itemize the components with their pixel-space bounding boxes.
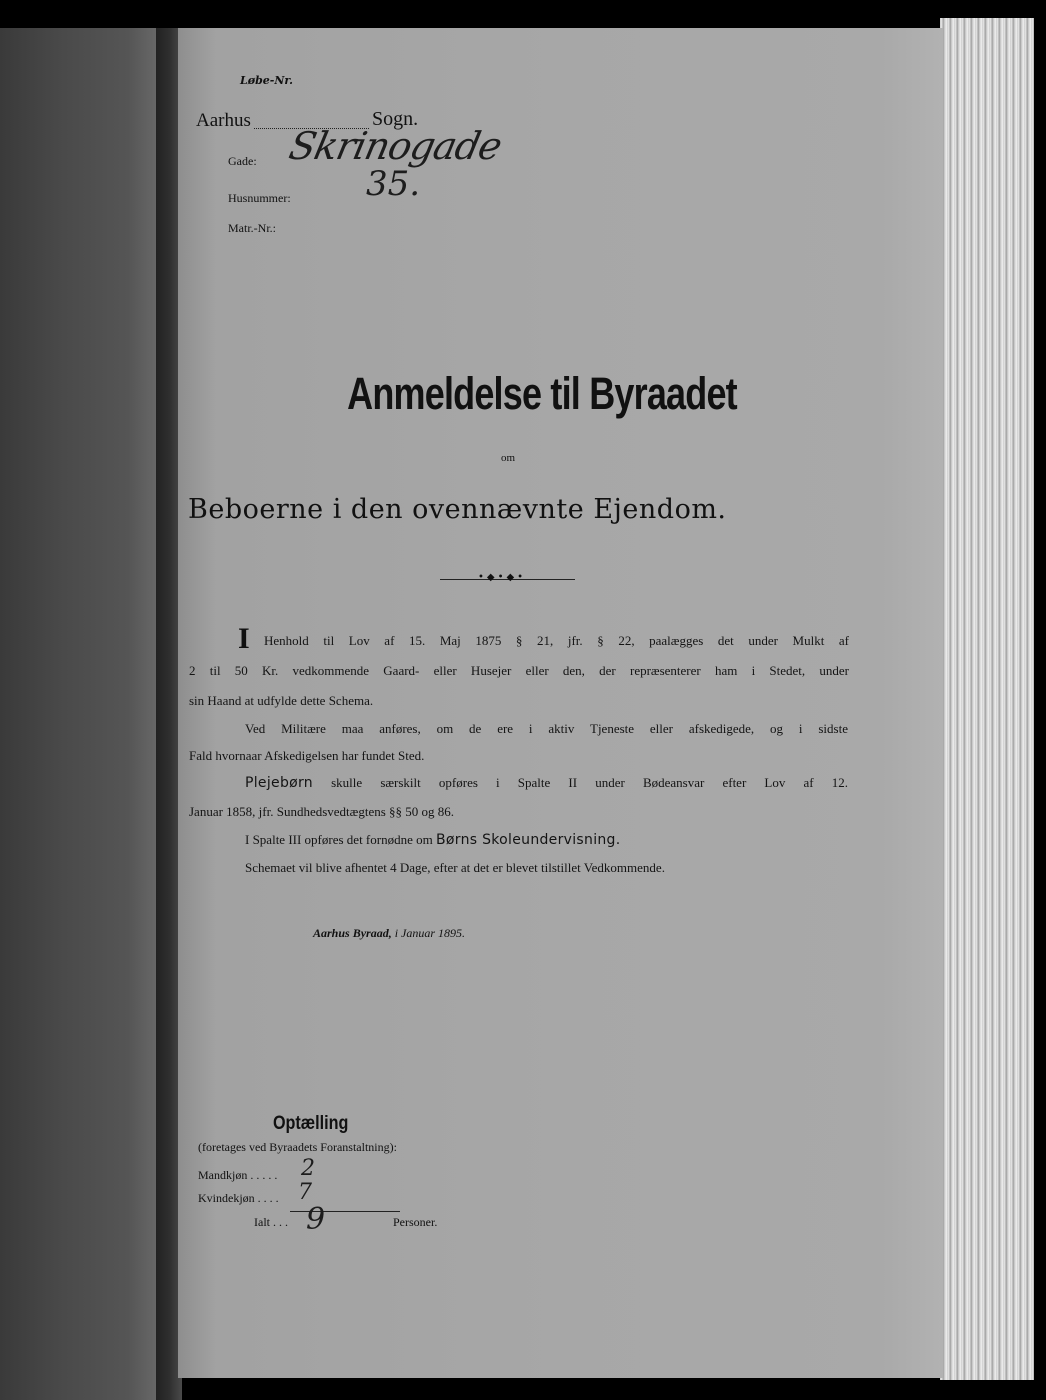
form-subtitle: Beboerne i den ovennævnte Ejendom.: [188, 494, 727, 525]
title-connector: om: [500, 452, 516, 464]
mandkjon-label: Mandkjøn . . . . .: [198, 1168, 278, 1182]
issuer-date: i Januar 1895.: [394, 926, 466, 940]
sogn-label: Sogn.: [372, 108, 419, 130]
instruction-line: [245, 775, 848, 791]
ornament-dots-icon: •◆•◆•: [478, 572, 527, 583]
census-form-page: [178, 28, 943, 1378]
page-edges: [940, 18, 1034, 1380]
instruction-line: Henhold til Lov af 15. Maj 1875 § 21, jfr. § 22, paalægges det under Mulkt af: [264, 633, 849, 648]
instruction-line: Januar 1858, jfr. Sundhedsvedtægtens §§ 50 og 86.: [189, 804, 455, 819]
husnummer-label: Husnummer:: [228, 191, 291, 205]
kvindekjon-label: Kvindekjøn . . . .: [198, 1191, 279, 1205]
kvindekjon-handwritten-value: 7: [298, 1180, 312, 1205]
left-facing-page: [0, 28, 160, 1400]
mandkjon-handwritten-value: 2: [301, 1156, 315, 1181]
instruction-text: skulle særskilt opføres i Spalte II under Bødeansvar efter Lov af 12.: [331, 775, 848, 790]
issuer-org: Aarhus Byraad,: [313, 926, 392, 940]
instruction-line: Schemaet vil blive afhentet 4 Dage, efter at det er blevet tilstillet Vedkommende.: [245, 860, 665, 875]
ialt-handwritten-value: 9: [306, 1202, 326, 1237]
plejeborn-emphasis: Plejebørn: [245, 775, 313, 791]
count-subtitle: (foretages ved Byraadets Foranstaltning):: [198, 1140, 397, 1154]
instruction-line: sin Haand at udfylde dette Schema.: [189, 693, 374, 708]
ialt-label: Ialt . . .: [254, 1215, 288, 1229]
instruction-line: Fald hvornaar Afskedigelsen har fundet Sted.: [189, 748, 425, 763]
issuer-signature: [313, 926, 465, 941]
lobe-nr-label: Løbe-Nr.: [240, 74, 293, 87]
gade-label: Gade:: [228, 154, 257, 168]
count-title: Optælling: [273, 1113, 349, 1134]
form-title: Anmeldelse til Byraadet: [347, 368, 737, 419]
instruction-text: I Spalte III opføres det fornødne om: [245, 832, 433, 847]
instruction-line: [245, 832, 621, 848]
skoleundervisning-emphasis: Børns Skoleundervisning.: [435, 832, 621, 848]
gade-handwritten-value: Skrinogade: [285, 124, 506, 168]
personer-label: Personer.: [393, 1215, 438, 1229]
city-label: Aarhus: [196, 110, 251, 131]
drop-cap: I: [238, 622, 250, 655]
instruction-line: 2 til 50 Kr. vedkommende Gaard- eller Husejer eller den, der repræsenterer ham i Stedet, under: [189, 663, 849, 678]
matr-nr-label: Matr.-Nr.:: [228, 221, 276, 235]
instruction-line: Ved Militære maa anføres, om de ere i aktiv Tjeneste eller afskedigede, og i sidste: [245, 721, 848, 736]
husnummer-handwritten-value: 35.: [366, 164, 421, 204]
